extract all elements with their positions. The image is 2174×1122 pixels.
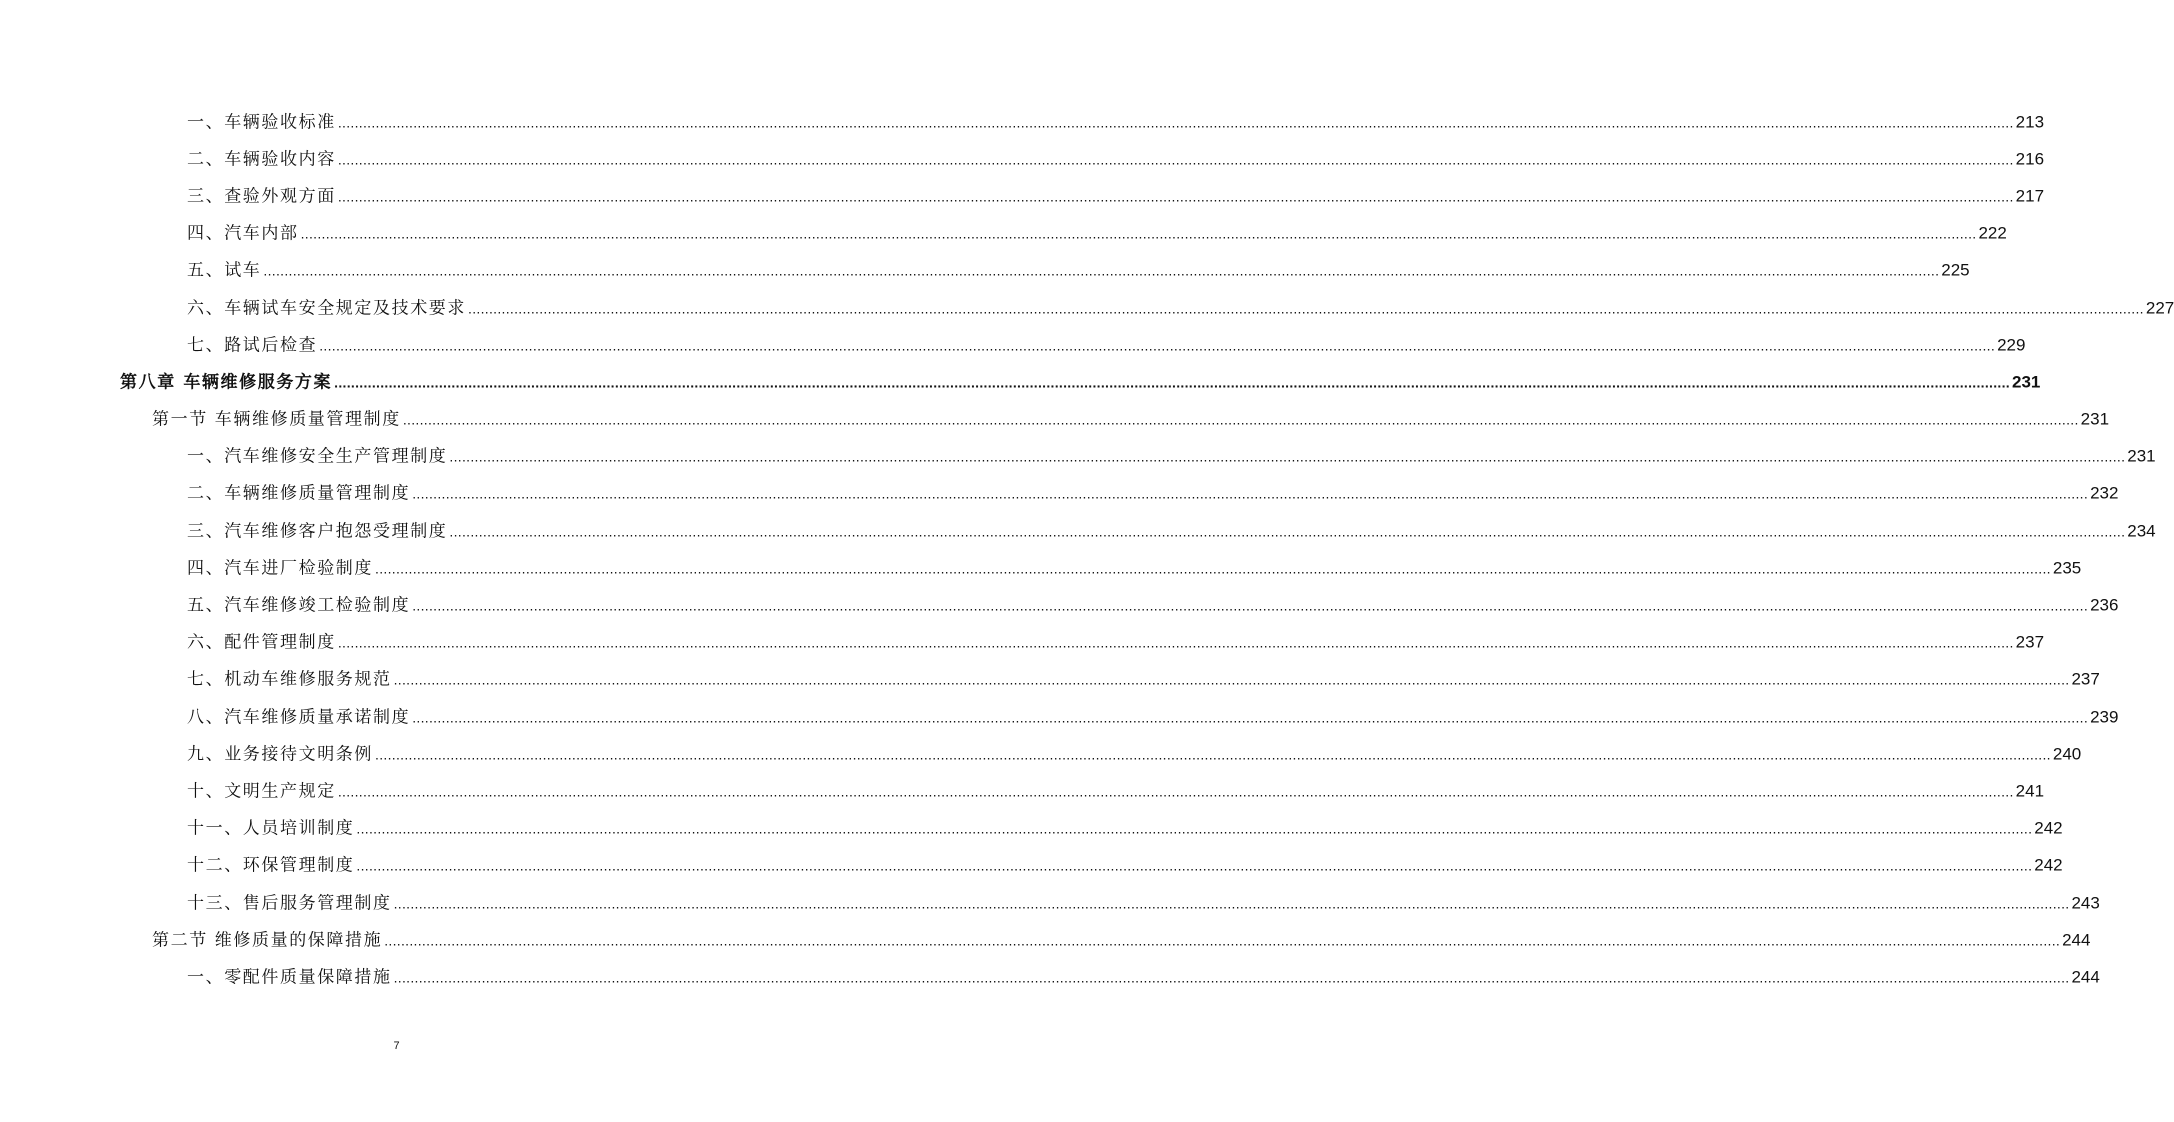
toc-entry-item[interactable] (0, 510, 2156, 547)
toc-entry-title: 二、车辆验收内容 (187, 149, 336, 170)
toc-entry-title: 一、零配件质量保障措施 (187, 967, 392, 988)
toc-entry-title: 六、配件管理制度 (187, 632, 336, 653)
toc-entry-item[interactable] (0, 213, 2007, 250)
toc-leader-dots: ................................................................................................................................................................................................................................................................................................................................................................................................................ (393, 671, 2070, 688)
toc-entry-title: 十一、人员培训制度 (187, 818, 355, 839)
toc-entry-page: 236 (2090, 595, 2119, 615)
toc-entry-page: 227 (2145, 298, 2174, 318)
toc-entry-title: 一、车辆验收标准 (187, 112, 336, 133)
toc-leader-dots: ................................................................................................................................................................................................................................................................................................................................................................................................................ (412, 485, 2089, 502)
toc-entry-title: 九、业务接待文明条例 (187, 744, 373, 765)
toc-entry-page: 244 (2071, 967, 2100, 987)
toc-leader-dots: ................................................................................................................................................................................................................................................................................................................................................................................................................ (375, 560, 2051, 577)
toc-leader-dots: ................................................................................................................................................................................................................................................................................................................................................................................................................ (412, 709, 2089, 726)
toc-entry-page: 231 (2011, 372, 2041, 392)
toc-entry-page: 239 (2090, 707, 2119, 727)
toc-entry-item[interactable] (0, 436, 2156, 473)
toc-entry-section[interactable] (0, 399, 2110, 436)
toc-entry-item[interactable] (0, 770, 2045, 807)
toc-leader-dots: ................................................................................................................................................................................................................................................................................................................................................................................................................ (337, 783, 2014, 800)
toc-entry-page: 241 (2015, 781, 2045, 801)
toc-entry-item[interactable] (0, 287, 2174, 324)
toc-entry-page: 243 (2071, 893, 2100, 913)
toc-entry-title: 五、汽车维修竣工检验制度 (187, 595, 411, 616)
toc-entry-page: 232 (2090, 483, 2119, 503)
toc-entry-item[interactable] (0, 622, 2045, 659)
toc-entry-item[interactable] (0, 473, 2119, 510)
toc-leader-dots: ................................................................................................................................................................................................................................................................................................................................................................................................................ (393, 969, 2070, 986)
toc-leader-dots: ................................................................................................................................................................................................................................................................................................................................................................................................................ (337, 114, 2014, 131)
toc-entry-page: 242 (2034, 855, 2063, 875)
toc-entry-item[interactable] (0, 956, 2100, 993)
toc-leader-dots: ................................................................................................................................................................................................................................................................................................................................................................................................................ (412, 597, 2089, 614)
toc-leader-dots: ................................................................................................................................................................................................................................................................................................................................................................................................................ (337, 151, 2014, 168)
toc-entry-page: 225 (1941, 260, 1970, 280)
toc-entry-title: 二、车辆维修质量管理制度 (187, 483, 411, 504)
toc-entry-page: 237 (2071, 669, 2100, 689)
toc-entry-item[interactable] (0, 138, 2045, 175)
toc-entry-page: 222 (1978, 223, 2007, 243)
toc-leader-dots: ................................................................................................................................................................................................................................................................................................................................................................................................................ (402, 411, 2079, 428)
toc-entry-title: 第二节 维修质量的保障措施 (152, 930, 383, 951)
toc-entry-title: 三、查验外观方面 (187, 186, 336, 207)
toc-entry-title: 七、机动车维修服务规范 (187, 669, 392, 690)
toc-leader-dots: ................................................................................................................................................................................................................................................................................................................................................................................................................ (468, 300, 2144, 317)
toc-entry-page: 237 (2015, 632, 2045, 652)
toc-entry-page: 231 (2080, 409, 2110, 429)
toc-entry-page: 231 (2127, 446, 2156, 466)
toc-entry-page: 213 (2015, 112, 2045, 132)
toc-entry-item[interactable] (0, 175, 2045, 212)
toc-leader-dots: ................................................................................................................................................................................................................................................................................................................................................................................................................ (356, 820, 2033, 837)
toc-entry-title: 一、汽车维修安全生产管理制度 (187, 446, 448, 467)
toc-entry-item[interactable] (0, 659, 2100, 696)
toc-leader-dots: ................................................................................................................................................................................................................................................................................................................................................................................................................ (393, 895, 2070, 912)
toc-leader-dots: ................................................................................................................................................................................................................................................................................................................................................................................................................ (384, 932, 2061, 949)
toc-entry-page: 229 (1997, 335, 2026, 355)
toc-entry-item[interactable] (0, 547, 2082, 584)
toc-leader-dots: ................................................................................................................................................................................................................................................................................................................................................................................................................ (263, 262, 1940, 279)
toc-entry-title: 十、文明生产规定 (187, 781, 336, 802)
toc-entry-item[interactable] (0, 882, 2100, 919)
toc-entry-title: 十二、环保管理制度 (187, 855, 355, 876)
toc-entry-item[interactable] (0, 845, 2063, 882)
toc-entry-chapter[interactable] (0, 361, 2041, 398)
toc-entry-item[interactable] (0, 696, 2119, 733)
page-number: 7 (393, 1040, 400, 1052)
toc-entry-title: 五、试车 (187, 260, 262, 281)
toc-entry-item[interactable] (0, 733, 2082, 770)
toc-entry-page: 244 (2062, 930, 2091, 950)
toc-entry-title: 十三、售后服务管理制度 (187, 893, 392, 914)
toc-leader-dots: ................................................................................................................................................................................................................................................................................................................................................................................................................ (300, 225, 1977, 242)
toc-entry-title: 八、汽车维修质量承诺制度 (187, 707, 411, 728)
toc-entry-item[interactable] (0, 584, 2119, 621)
toc-entry-title: 三、汽车维修客户抱怨受理制度 (187, 521, 448, 542)
toc-entry-title: 七、路试后检查 (187, 335, 318, 356)
toc-entry-page: 242 (2034, 818, 2063, 838)
toc-entry-item[interactable] (0, 250, 1970, 287)
toc-leader-dots: ................................................................................................................................................................................................................................................................................................................................................................................................................ (449, 523, 2126, 540)
toc-entry-title: 四、汽车内部 (187, 223, 299, 244)
toc-leader-dots: ................................................................................................................................................................................................................................................................................................................................................................................................................ (319, 337, 1996, 354)
toc-entry-section[interactable] (0, 919, 2091, 956)
table-of-contents (0, 101, 2174, 994)
toc-entry-title: 四、汽车进厂检验制度 (187, 558, 373, 579)
toc-leader-dots: ................................................................................................................................................................................................................................................................................................................................................................................................................ (334, 374, 2010, 391)
toc-leader-dots: ................................................................................................................................................................................................................................................................................................................................................................................................................ (337, 634, 2014, 651)
toc-entry-page: 216 (2015, 149, 2045, 169)
toc-entry-page: 217 (2015, 186, 2045, 206)
toc-entry-title: 六、车辆试车安全规定及技术要求 (187, 298, 466, 319)
toc-entry-title: 第八章 车辆维修服务方案 (120, 372, 333, 393)
toc-entry-page: 234 (2127, 521, 2156, 541)
toc-entry-page: 240 (2052, 744, 2082, 764)
toc-entry-page: 235 (2052, 558, 2082, 578)
toc-leader-dots: ................................................................................................................................................................................................................................................................................................................................................................................................................ (375, 746, 2051, 763)
toc-entry-item[interactable] (0, 324, 2026, 361)
toc-entry-title: 第一节 车辆维修质量管理制度 (152, 409, 401, 430)
toc-entry-item[interactable] (0, 808, 2063, 845)
toc-leader-dots: ................................................................................................................................................................................................................................................................................................................................................................................................................ (356, 857, 2033, 874)
toc-leader-dots: ................................................................................................................................................................................................................................................................................................................................................................................................................ (449, 448, 2126, 465)
toc-leader-dots: ................................................................................................................................................................................................................................................................................................................................................................................................................ (337, 188, 2014, 205)
toc-entry-item[interactable] (0, 101, 2045, 138)
